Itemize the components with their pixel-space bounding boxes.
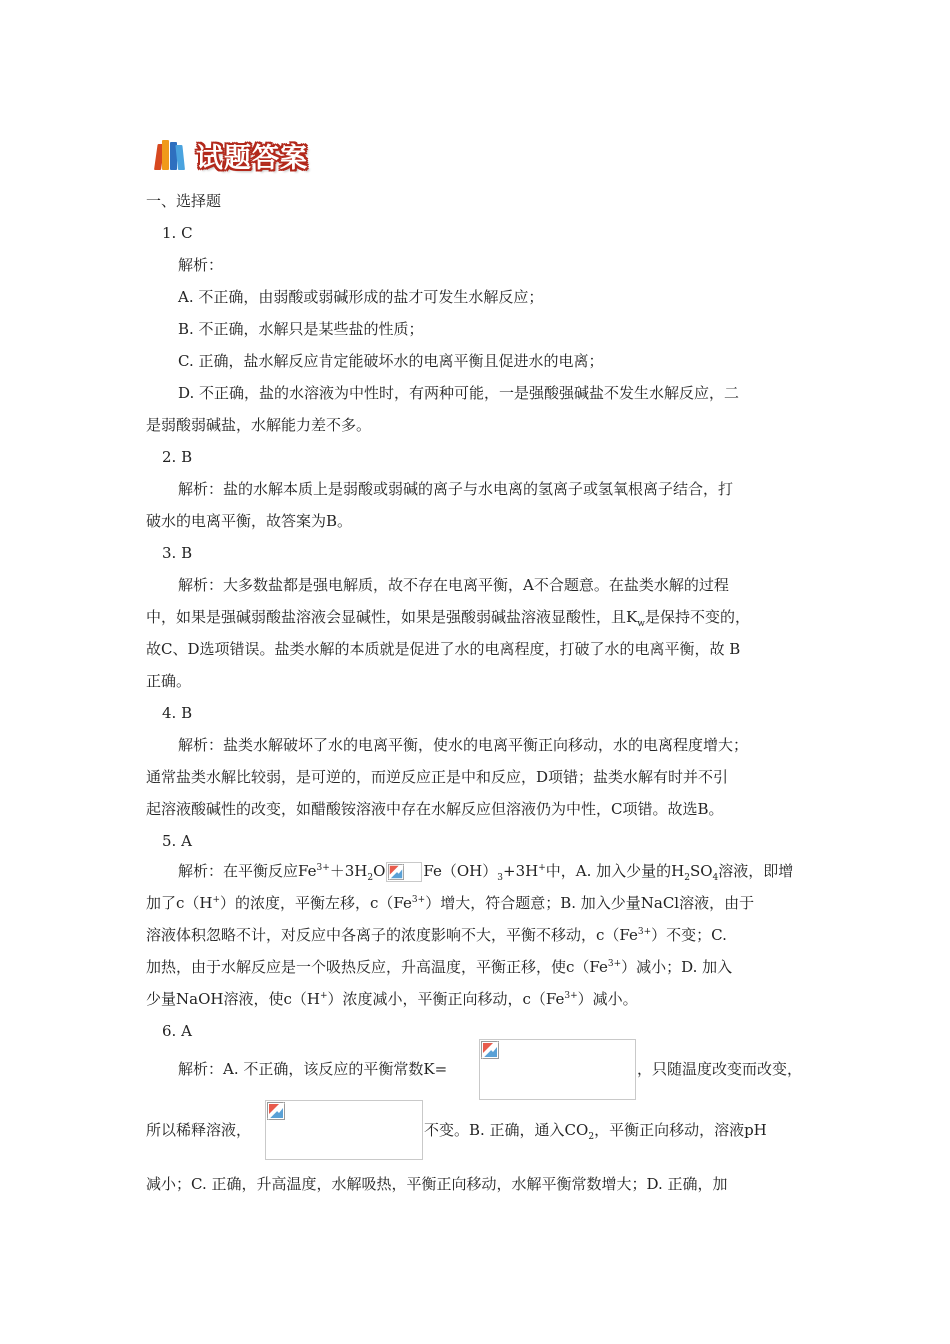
broken-image-icon <box>267 1102 285 1120</box>
q1-option-b: B. 不正确，水解只是某些盐的性质； <box>178 320 424 338</box>
answer-header-logo <box>152 135 308 175</box>
q6-explanation-line3: 减小；C. 正确，升高温度，水解吸热，平衡正向移动，水解平衡常数增大；D. 正确，加 <box>146 1175 728 1193</box>
q3-answer: 3. B <box>162 544 193 562</box>
equilibrium-arrow-image <box>386 862 422 882</box>
q1-option-d-line1: D. 不正确，盐的水溶液为中性时，有两种可能，一是强酸强碱盐不发生水解反应，二 <box>178 384 740 402</box>
q1-option-c: C. 正确，盐水解反应肯定能破坏水的电离平衡且促进水的电离； <box>178 352 604 370</box>
q1-option-a: A. 不正确，由弱酸或弱碱形成的盐才可发生水解反应； <box>178 288 544 306</box>
q4-explanation-line3: 起溶液酸碱性的改变，如醋酸铵溶液中存在水解反应但溶液仍为中性，C项错。故选B。 <box>146 800 724 818</box>
q6-explanation-line1a: 解析：A. 不正确，该反应的平衡常数K= <box>178 1060 448 1078</box>
q5-explanation-line4: 加热，由于水解反应是一个吸热反应，升高温度，平衡正移，使$c(Fe^{3+})$减小；D. 加入 <box>146 958 733 976</box>
q3-explanation-line3: 故C、D选项错误。盐类水解的本质就是促进了水的电离程度，打破了水的电离平衡，故 B <box>146 640 741 658</box>
q5-answer: 5. A <box>162 832 192 850</box>
q1-explanation-label: 解析： <box>178 256 224 274</box>
q6-explanation-line2a: 所以稀释溶液， <box>146 1121 252 1139</box>
q5-explanation-line5: 少量NaOH溶液，使c（H+）浓度减小，平衡正向移动，$c(Fe^{3+})$减小。 <box>146 990 638 1008</box>
q3-explanation-line4: 正确。 <box>146 672 192 690</box>
q4-answer: 4. B <box>162 704 193 722</box>
q3-explanation-line1: 解析：大多数盐都是强电解质，故不存在电离平衡，A不合题意。在盐类水解的过程 <box>178 576 729 594</box>
q5-explanation-line3: 溶液体积忽略不计，对反应中各离子的浓度影响不大，平衡不移动，$c(Fe^{3+})$不变；C. <box>146 926 727 944</box>
q2-answer: 2. B <box>162 448 193 466</box>
section-title: 一、选择题 <box>146 192 222 210</box>
q6-answer: 6. A <box>162 1022 192 1040</box>
q6-explanation-line1b: ，只随温度改变而改变， <box>637 1060 803 1078</box>
q5-explanation-line2: 加了c（H+）的浓度，平衡左移，$c(Fe^{3+})$增大，符合题意；B. 加入少量NaCl溶液，由于 <box>146 894 755 912</box>
q2-explanation-line2: 破水的电离平衡，故答案为B。 <box>146 512 353 530</box>
q2-explanation-line1: 解析：盐的水解本质上是弱酸或弱碱的离子与水电离的氢离子或氢氧根离子结合，打 <box>178 480 734 498</box>
books-icon <box>152 138 188 172</box>
q3-explanation-line2: 中，如果是强碱弱酸盐溶液会显碱性，如果是强酸弱碱盐溶液显酸性，且$K_w$是保持不变的， <box>146 608 750 629</box>
broken-image-icon <box>481 1041 499 1059</box>
q6-explanation-line2b: 不变。B. 正确，通入$CO_2$，平衡正向移动，溶液pH <box>424 1121 767 1142</box>
q4-explanation-line2: 通常盐类水解比较弱，是可逆的，而逆反应正是中和反应，D项错；盐类水解有时并不引 <box>146 768 729 786</box>
broken-image-icon <box>388 864 404 880</box>
equilibrium-constant-formula-image <box>479 1039 636 1100</box>
q1-answer: 1. C <box>162 224 193 242</box>
header-title: 试题答案 <box>196 142 308 174</box>
q5-explanation-line1: 解析：在平衡反应$Fe^{3+}+3H_2O$ $Fe(OH)_3+3H^+$中，A. 加入少量的$H_2SO_4$溶液，即增 <box>178 862 794 883</box>
q4-explanation-line1: 解析：盐类水解破坏了水的电离平衡，使水的电离平衡正向移动，水的电离程度增大； <box>178 736 749 754</box>
ratio-formula-image <box>265 1100 423 1160</box>
q1-option-d-line2: 是弱酸弱碱盐，水解能力差不多。 <box>146 416 372 434</box>
